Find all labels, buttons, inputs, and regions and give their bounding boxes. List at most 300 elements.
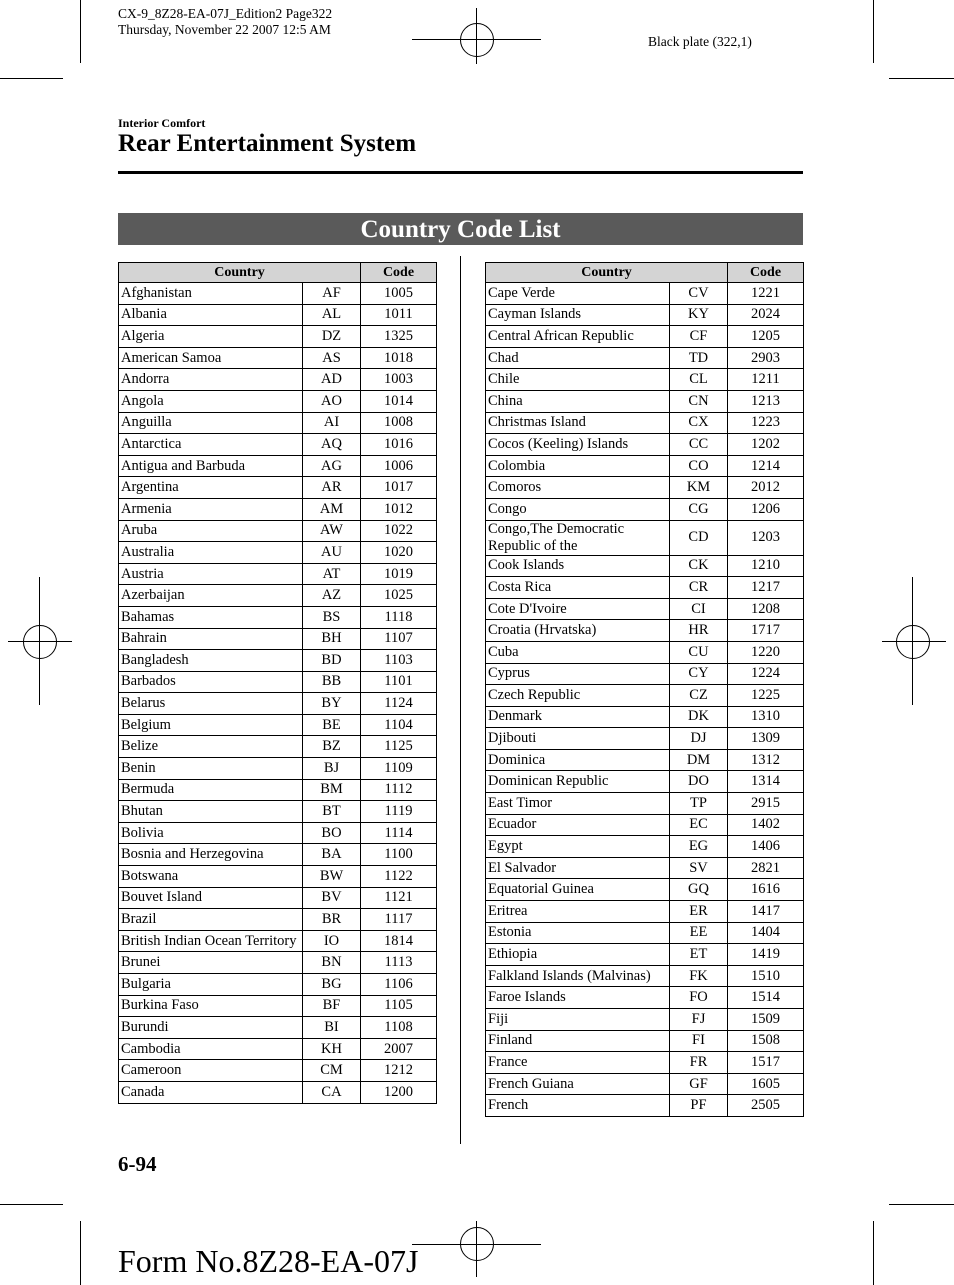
alpha-code-cell: ET xyxy=(670,944,728,966)
numeric-code-cell: 1100 xyxy=(361,844,437,866)
numeric-code-cell: 1221 xyxy=(728,283,804,305)
table-row xyxy=(119,650,437,672)
table-row xyxy=(119,455,437,477)
alpha-code-cell: BB xyxy=(303,671,361,693)
alpha-code-cell: CC xyxy=(670,434,728,456)
country-name-cell: Costa Rica xyxy=(486,577,670,599)
country-name-cell: Bangladesh xyxy=(119,650,303,672)
numeric-code-cell: 1314 xyxy=(728,771,804,793)
country-name-cell: Bulgaria xyxy=(119,974,303,996)
alpha-code-cell: AS xyxy=(303,347,361,369)
numeric-code-cell: 1008 xyxy=(361,412,437,434)
numeric-code-cell: 1509 xyxy=(728,1009,804,1031)
numeric-code-cell: 1814 xyxy=(361,930,437,952)
country-name-cell: Antigua and Barbuda xyxy=(119,455,303,477)
country-name-cell: Barbados xyxy=(119,671,303,693)
alpha-code-cell: CV xyxy=(670,283,728,305)
country-name-cell: France xyxy=(486,1052,670,1074)
numeric-code-cell: 1310 xyxy=(728,706,804,728)
table-row xyxy=(119,930,437,952)
country-name-cell: Dominica xyxy=(486,749,670,771)
table-row xyxy=(119,369,437,391)
country-name-cell: Burundi xyxy=(119,1017,303,1039)
country-name-cell: Burkina Faso xyxy=(119,995,303,1017)
alpha-code-cell: AU xyxy=(303,542,361,564)
country-name-cell: Albania xyxy=(119,304,303,326)
numeric-code-cell: 1212 xyxy=(361,1060,437,1082)
numeric-code-cell: 1312 xyxy=(728,749,804,771)
country-name-cell: Cayman Islands xyxy=(486,304,670,326)
numeric-code-cell: 1406 xyxy=(728,836,804,858)
country-name-cell: Australia xyxy=(119,542,303,564)
alpha-code-cell: CU xyxy=(670,641,728,663)
country-name-cell: Argentina xyxy=(119,477,303,499)
country-name-cell: Falkland Islands (Malvinas) xyxy=(486,965,670,987)
alpha-code-cell: DJ xyxy=(670,728,728,750)
numeric-code-cell: 1025 xyxy=(361,585,437,607)
table-row xyxy=(486,520,804,555)
country-name-cell: Antarctica xyxy=(119,434,303,456)
table-row xyxy=(486,1095,804,1117)
table-row xyxy=(119,1017,437,1039)
alpha-code-cell: SV xyxy=(670,857,728,879)
table-row xyxy=(119,520,437,542)
country-name-cell: Afghanistan xyxy=(119,283,303,305)
table-row xyxy=(119,1081,437,1103)
alpha-code-cell: BE xyxy=(303,714,361,736)
alpha-code-cell: CA xyxy=(303,1081,361,1103)
numeric-code-cell: 2024 xyxy=(728,304,804,326)
numeric-code-cell: 1104 xyxy=(361,714,437,736)
table-row xyxy=(486,369,804,391)
numeric-code-cell: 1200 xyxy=(361,1081,437,1103)
country-name-cell: Equatorial Guinea xyxy=(486,879,670,901)
numeric-code-cell: 1121 xyxy=(361,887,437,909)
alpha-code-cell: BN xyxy=(303,952,361,974)
numeric-code-cell: 2505 xyxy=(728,1095,804,1117)
alpha-code-cell: FK xyxy=(670,965,728,987)
numeric-code-cell: 1508 xyxy=(728,1030,804,1052)
alpha-code-cell: BF xyxy=(303,995,361,1017)
numeric-code-cell: 1210 xyxy=(728,555,804,577)
alpha-code-cell: BO xyxy=(303,822,361,844)
alpha-code-cell: AI xyxy=(303,412,361,434)
alpha-code-cell: FO xyxy=(670,987,728,1009)
numeric-code-cell: 1019 xyxy=(361,563,437,585)
country-name-cell: French xyxy=(486,1095,670,1117)
numeric-code-cell: 1018 xyxy=(361,347,437,369)
country-name-cell: Angola xyxy=(119,390,303,412)
code-column-header: Code xyxy=(728,263,804,283)
country-name-cell: Cyprus xyxy=(486,663,670,685)
numeric-code-cell: 1105 xyxy=(361,995,437,1017)
country-name-cell: British Indian Ocean Territory xyxy=(119,930,303,952)
numeric-code-cell: 1108 xyxy=(361,1017,437,1039)
table-row xyxy=(119,585,437,607)
numeric-code-cell: 1014 xyxy=(361,390,437,412)
table-row xyxy=(119,390,437,412)
alpha-code-cell: BR xyxy=(303,909,361,931)
country-name-cell: Fiji xyxy=(486,1009,670,1031)
country-name-cell: Chad xyxy=(486,347,670,369)
alpha-code-cell: BH xyxy=(303,628,361,650)
alpha-code-cell: AT xyxy=(303,563,361,585)
alpha-code-cell: AG xyxy=(303,455,361,477)
table-row xyxy=(486,706,804,728)
alpha-code-cell: EG xyxy=(670,836,728,858)
numeric-code-cell: 2012 xyxy=(728,477,804,499)
table-row xyxy=(119,909,437,931)
numeric-code-cell: 1208 xyxy=(728,598,804,620)
numeric-code-cell: 1022 xyxy=(361,520,437,542)
numeric-code-cell: 1510 xyxy=(728,965,804,987)
table-row xyxy=(119,974,437,996)
alpha-code-cell: BA xyxy=(303,844,361,866)
table-row xyxy=(119,866,437,888)
numeric-code-cell: 1017 xyxy=(361,477,437,499)
file-line: CX-9_8Z28-EA-07J_Edition2 Page322 xyxy=(118,6,333,21)
country-name-cell: Congo,The Democratic Republic of the xyxy=(486,520,670,555)
numeric-code-cell: 1417 xyxy=(728,901,804,923)
table-row xyxy=(486,987,804,1009)
title-rule xyxy=(118,171,803,174)
numeric-code-cell: 1224 xyxy=(728,663,804,685)
country-name-cell: Brunei xyxy=(119,952,303,974)
alpha-code-cell: AQ xyxy=(303,434,361,456)
table-row xyxy=(119,434,437,456)
country-name-cell: Belgium xyxy=(119,714,303,736)
alpha-code-cell: BV xyxy=(303,887,361,909)
alpha-code-cell: AZ xyxy=(303,585,361,607)
table-row xyxy=(486,598,804,620)
alpha-code-cell: AL xyxy=(303,304,361,326)
numeric-code-cell: 1517 xyxy=(728,1052,804,1074)
table-header-row xyxy=(486,263,804,283)
country-name-cell: Egypt xyxy=(486,836,670,858)
numeric-code-cell: 1020 xyxy=(361,542,437,564)
country-name-cell: Christmas Island xyxy=(486,412,670,434)
table-row xyxy=(119,628,437,650)
numeric-code-cell: 1213 xyxy=(728,390,804,412)
country-name-cell: Faroe Islands xyxy=(486,987,670,1009)
alpha-code-cell: TP xyxy=(670,793,728,815)
country-name-cell: Austria xyxy=(119,563,303,585)
numeric-code-cell: 1309 xyxy=(728,728,804,750)
table-row xyxy=(486,555,804,577)
numeric-code-cell: 1118 xyxy=(361,606,437,628)
alpha-code-cell: BI xyxy=(303,1017,361,1039)
alpha-code-cell: BJ xyxy=(303,758,361,780)
numeric-code-cell: 1514 xyxy=(728,987,804,1009)
numeric-code-cell: 1112 xyxy=(361,779,437,801)
country-name-cell: Bahamas xyxy=(119,606,303,628)
country-name-cell: Aruba xyxy=(119,520,303,542)
country-name-cell: Anguilla xyxy=(119,412,303,434)
table-row xyxy=(486,390,804,412)
table-row xyxy=(486,836,804,858)
country-name-cell: Bahrain xyxy=(119,628,303,650)
country-name-cell: Cook Islands xyxy=(486,555,670,577)
alpha-code-cell: BD xyxy=(303,650,361,672)
alpha-code-cell: FI xyxy=(670,1030,728,1052)
alpha-code-cell: AR xyxy=(303,477,361,499)
numeric-code-cell: 1402 xyxy=(728,814,804,836)
alpha-code-cell: GF xyxy=(670,1073,728,1095)
table-row xyxy=(119,304,437,326)
alpha-code-cell: AM xyxy=(303,498,361,520)
alpha-code-cell: KM xyxy=(670,477,728,499)
table-row xyxy=(486,944,804,966)
country-name-cell: Andorra xyxy=(119,369,303,391)
country-name-cell: Bolivia xyxy=(119,822,303,844)
table-row xyxy=(486,455,804,477)
numeric-code-cell: 2915 xyxy=(728,793,804,815)
numeric-code-cell: 1107 xyxy=(361,628,437,650)
alpha-code-cell: DK xyxy=(670,706,728,728)
page-number: 6-94 xyxy=(118,1152,157,1176)
table-row xyxy=(486,814,804,836)
page-title: Rear Entertainment System xyxy=(118,130,417,157)
country-name-cell: Armenia xyxy=(119,498,303,520)
alpha-code-cell: BZ xyxy=(303,736,361,758)
numeric-code-cell: 1113 xyxy=(361,952,437,974)
table-row xyxy=(486,347,804,369)
table-row xyxy=(119,498,437,520)
numeric-code-cell: 1717 xyxy=(728,620,804,642)
alpha-code-cell: TD xyxy=(670,347,728,369)
numeric-code-cell: 2903 xyxy=(728,347,804,369)
numeric-code-cell: 1217 xyxy=(728,577,804,599)
alpha-code-cell: CN xyxy=(670,390,728,412)
alpha-code-cell: AW xyxy=(303,520,361,542)
country-name-cell: Finland xyxy=(486,1030,670,1052)
table-row xyxy=(486,857,804,879)
numeric-code-cell: 1016 xyxy=(361,434,437,456)
table-row xyxy=(486,498,804,520)
section-label: Interior Comfort xyxy=(118,116,206,130)
alpha-code-cell: AD xyxy=(303,369,361,391)
country-name-cell: Cuba xyxy=(486,641,670,663)
table-row xyxy=(486,1030,804,1052)
table-row xyxy=(119,671,437,693)
numeric-code-cell: 2821 xyxy=(728,857,804,879)
alpha-code-cell: FR xyxy=(670,1052,728,1074)
numeric-code-cell: 1214 xyxy=(728,455,804,477)
alpha-code-cell: EE xyxy=(670,922,728,944)
alpha-code-cell: CZ xyxy=(670,685,728,707)
country-name-cell: Algeria xyxy=(119,326,303,348)
country-name-cell: Cocos (Keeling) Islands xyxy=(486,434,670,456)
table-row xyxy=(486,922,804,944)
country-name-cell: Djibouti xyxy=(486,728,670,750)
country-name-cell: China xyxy=(486,390,670,412)
country-name-cell: Bouvet Island xyxy=(119,887,303,909)
country-name-cell: Azerbaijan xyxy=(119,585,303,607)
numeric-code-cell: 1419 xyxy=(728,944,804,966)
table-row xyxy=(119,995,437,1017)
alpha-code-cell: HR xyxy=(670,620,728,642)
country-name-cell: American Samoa xyxy=(119,347,303,369)
country-name-cell: Central African Republic xyxy=(486,326,670,348)
country-name-cell: Comoros xyxy=(486,477,670,499)
table-row xyxy=(119,887,437,909)
country-name-cell: Benin xyxy=(119,758,303,780)
country-code-table-left xyxy=(118,262,437,1104)
table-row xyxy=(486,793,804,815)
alpha-code-cell: FJ xyxy=(670,1009,728,1031)
country-name-cell: French Guiana xyxy=(486,1073,670,1095)
country-name-cell: Colombia xyxy=(486,455,670,477)
country-name-cell: Ecuador xyxy=(486,814,670,836)
numeric-code-cell: 1119 xyxy=(361,801,437,823)
numeric-code-cell: 1103 xyxy=(361,650,437,672)
date-line: Thursday, November 22 2007 12:5 AM xyxy=(118,22,331,37)
table-row xyxy=(486,283,804,305)
alpha-code-cell: DZ xyxy=(303,326,361,348)
table-row xyxy=(119,952,437,974)
table-row xyxy=(119,1038,437,1060)
country-name-cell: Cote D'Ivoire xyxy=(486,598,670,620)
table-row xyxy=(119,606,437,628)
table-row xyxy=(486,685,804,707)
alpha-code-cell: CY xyxy=(670,663,728,685)
country-name-cell: Dominican Republic xyxy=(486,771,670,793)
country-name-cell: Cambodia xyxy=(119,1038,303,1060)
table-row xyxy=(119,758,437,780)
country-name-cell: Croatia (Hrvatska) xyxy=(486,620,670,642)
table-row xyxy=(119,542,437,564)
numeric-code-cell: 1006 xyxy=(361,455,437,477)
table-row xyxy=(486,477,804,499)
country-name-cell: Botswana xyxy=(119,866,303,888)
numeric-code-cell: 1605 xyxy=(728,1073,804,1095)
numeric-code-cell: 1211 xyxy=(728,369,804,391)
country-code-table-right xyxy=(485,262,804,1117)
numeric-code-cell: 1122 xyxy=(361,866,437,888)
alpha-code-cell: KH xyxy=(303,1038,361,1060)
table-row xyxy=(486,965,804,987)
alpha-code-cell: CD xyxy=(670,520,728,555)
country-column-header: Country xyxy=(486,263,728,283)
alpha-code-cell: GQ xyxy=(670,879,728,901)
alpha-code-cell: KY xyxy=(670,304,728,326)
numeric-code-cell: 1325 xyxy=(361,326,437,348)
country-name-cell: Bosnia and Herzegovina xyxy=(119,844,303,866)
table-row xyxy=(119,736,437,758)
table-row xyxy=(119,844,437,866)
alpha-code-cell: CF xyxy=(670,326,728,348)
alpha-code-cell: BY xyxy=(303,693,361,715)
alpha-code-cell: EC xyxy=(670,814,728,836)
table-row xyxy=(119,801,437,823)
table-row xyxy=(486,1052,804,1074)
numeric-code-cell: 1012 xyxy=(361,498,437,520)
alpha-code-cell: CI xyxy=(670,598,728,620)
numeric-code-cell: 1124 xyxy=(361,693,437,715)
alpha-code-cell: AF xyxy=(303,283,361,305)
country-column-header: Country xyxy=(119,263,361,283)
country-name-cell: Cape Verde xyxy=(486,283,670,305)
table-row xyxy=(486,1009,804,1031)
table-row xyxy=(119,822,437,844)
table-row xyxy=(486,901,804,923)
table-row xyxy=(486,577,804,599)
section-banner: Country Code List xyxy=(118,213,803,245)
numeric-code-cell: 1223 xyxy=(728,412,804,434)
alpha-code-cell: BW xyxy=(303,866,361,888)
country-name-cell: East Timor xyxy=(486,793,670,815)
alpha-code-cell: CR xyxy=(670,577,728,599)
table-row xyxy=(119,779,437,801)
numeric-code-cell: 1117 xyxy=(361,909,437,931)
alpha-code-cell: PF xyxy=(670,1095,728,1117)
country-name-cell: Chile xyxy=(486,369,670,391)
numeric-code-cell: 1106 xyxy=(361,974,437,996)
table-row xyxy=(119,347,437,369)
numeric-code-cell: 1225 xyxy=(728,685,804,707)
alpha-code-cell: IO xyxy=(303,930,361,952)
table-row xyxy=(486,434,804,456)
alpha-code-cell: CM xyxy=(303,1060,361,1082)
numeric-code-cell: 1404 xyxy=(728,922,804,944)
alpha-code-cell: BT xyxy=(303,801,361,823)
numeric-code-cell: 1203 xyxy=(728,520,804,555)
alpha-code-cell: DO xyxy=(670,771,728,793)
numeric-code-cell: 1202 xyxy=(728,434,804,456)
table-row xyxy=(486,879,804,901)
table-row xyxy=(486,304,804,326)
country-name-cell: Congo xyxy=(486,498,670,520)
alpha-code-cell: BS xyxy=(303,606,361,628)
code-column-header: Code xyxy=(361,263,437,283)
table-row xyxy=(119,477,437,499)
country-name-cell: Bermuda xyxy=(119,779,303,801)
alpha-code-cell: BG xyxy=(303,974,361,996)
numeric-code-cell: 1101 xyxy=(361,671,437,693)
table-header-row xyxy=(119,263,437,283)
country-name-cell: Bhutan xyxy=(119,801,303,823)
country-name-cell: Ethiopia xyxy=(486,944,670,966)
alpha-code-cell: CO xyxy=(670,455,728,477)
country-name-cell: Denmark xyxy=(486,706,670,728)
table-row xyxy=(486,728,804,750)
table-row xyxy=(119,693,437,715)
country-name-cell: Belarus xyxy=(119,693,303,715)
table-row xyxy=(486,771,804,793)
country-name-cell: Belize xyxy=(119,736,303,758)
numeric-code-cell: 1205 xyxy=(728,326,804,348)
table-row xyxy=(486,663,804,685)
table-row xyxy=(119,326,437,348)
numeric-code-cell: 1003 xyxy=(361,369,437,391)
table-row xyxy=(486,620,804,642)
table-row xyxy=(119,714,437,736)
alpha-code-cell: DM xyxy=(670,749,728,771)
print-header xyxy=(118,6,332,38)
alpha-code-cell: CL xyxy=(670,369,728,391)
numeric-code-cell: 1005 xyxy=(361,283,437,305)
country-name-cell: Cameroon xyxy=(119,1060,303,1082)
country-name-cell: Estonia xyxy=(486,922,670,944)
numeric-code-cell: 1220 xyxy=(728,641,804,663)
numeric-code-cell: 1109 xyxy=(361,758,437,780)
alpha-code-cell: CX xyxy=(670,412,728,434)
alpha-code-cell: BM xyxy=(303,779,361,801)
alpha-code-cell: CG xyxy=(670,498,728,520)
numeric-code-cell: 1125 xyxy=(361,736,437,758)
numeric-code-cell: 2007 xyxy=(361,1038,437,1060)
table-row xyxy=(119,563,437,585)
